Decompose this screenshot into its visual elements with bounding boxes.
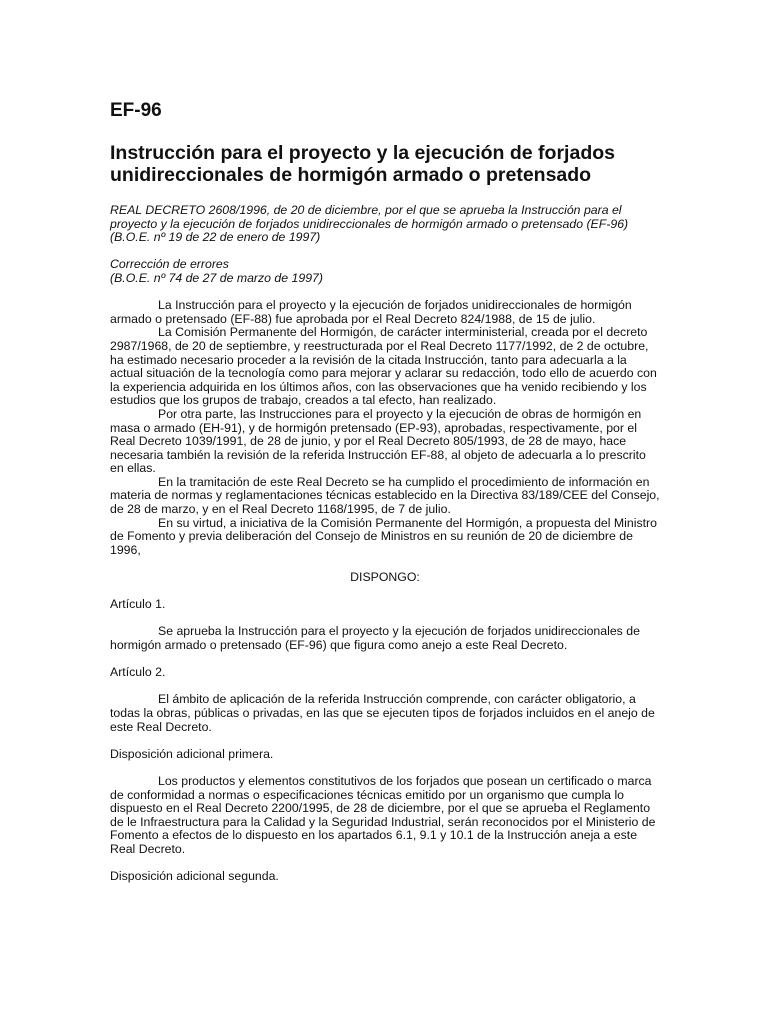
document-page	[110, 100, 660, 884]
provision-text: Los productos y elementos constitutivos de los forjados que posean un certificado o marca de conformidad a normas o especificaciones técnicas emitido por un organismo que cumpla lo dispuesto en el Real Decreto 2200/1995, de 28 de diciembre, por el que se aprueba el Reglamento de le Infraestructura para la Calidad y la Seguridad Industrial, serán reconocidos por el Ministerio de Fomento a efectos de lo dispuesto en los apartados 6.1, 9.1 y 10.1 de la Instrucción aneja a este Real Decreto.	[110, 773, 656, 856]
preamble-paragraph: Por otra parte, las Instrucciones para el proyecto y la ejecución de obras de hormigón en masa o armado (EH-91), y de hormigón pretensado (EP-93), aprobadas, respectivamente, por el Real Decreto 1039/1991, de 28 de junio, y por el Real Decreto 805/1993, de 28 de mayo, hace necesaria también la revisión de la referida Instrucción EF-88, al objeto de adecuarla a lo prescrito en ellas.	[110, 406, 646, 476]
article-heading: Artículo 1.	[110, 597, 166, 612]
decree-line: REAL DECRETO 2608/1996, de 20 de diciembre, por el que se aprueba la Instrucción para el	[110, 203, 622, 217]
decree-line: proyecto y la ejecución de forjados unidireccionales de hormigón armado o pretensado (EF-96)	[110, 216, 629, 231]
decree-line: (B.O.E. nº 19 de 22 de enero de 1997)	[110, 230, 321, 245]
provision-heading: Disposición adicional segunda.	[110, 869, 279, 884]
correction-line: Corrección de errores	[110, 257, 229, 272]
dispongo-heading: DISPONGO:	[350, 570, 420, 585]
article-text: El ámbito de aplicación de la referida Instrucción comprende, con carácter obligatorio, a todas la obras, públicas o privadas, en las que se ejecuten tipos de forjados incluidos en el anejo de este Real Decreto.	[110, 692, 655, 734]
article-text: Se aprueba la Instrucción para el proyecto y la ejecución de forjados unidireccionales de hormigón armado o pretensado (EF-96) que figura como anejo a este Real Decreto.	[110, 624, 640, 652]
article-heading: Artículo 2.	[110, 665, 166, 680]
correction-line: (B.O.E. nº 74 de 27 de marzo de 1997)	[110, 270, 323, 285]
correction-reference	[110, 258, 660, 285]
document-code: EF-96	[110, 100, 162, 121]
provision-heading: Disposición adicional primera.	[110, 746, 274, 761]
preamble-paragraph: La Comisión Permanente del Hormigón, de carácter interministerial, creada por el decreto 2987/1968, de 20 de septiembre, y reestructurada por el Real Decreto 1177/1992, de 2 de octubre, ha estimado necesario proceder a la revisión de la citada Instrucción, tanto para adecuarla a la actual situación de la tecnología como para mejorar y aclarar su redacción, todo ello de acuerdo con la experiencia adquirida en los últimos años, con las observaciones que ha venido recibiendo y los estudios que los grupos de trabajo, creados a tal efecto, han realizado.	[110, 325, 657, 408]
title-line: Instrucción para el proyecto y la ejecución de forjados	[110, 142, 615, 164]
preamble-paragraph: En la tramitación de este Real Decreto se ha cumplido el procedimiento de información en materia de normas y reglamentaciones técnicas establecido en la Directiva 83/189/CEE del Consejo, de 28 de marzo, y en el Real Decreto 1168/1995, de 7 de julio.	[110, 474, 660, 517]
decree-reference	[110, 204, 660, 245]
title-line: unidireccionales de hormigón armado o pretensado	[110, 164, 592, 186]
preamble-paragraph: En su virtud, a iniciativa de la Comisión Permanente del Hormigón, a propuesta del Ministro de Fomento y previa deliberación del Consejo de Ministros en su reunión de 20 de diciembre de 1996,	[110, 515, 657, 557]
document-title	[110, 142, 660, 186]
preamble-paragraph: La Instrucción para el proyecto y la ejecución de forjados unidireccionales de hormigón armado o pretensado (EF-88) fue aprobada por el Real Decreto 824/1988, de 15 de julio.	[110, 298, 632, 326]
